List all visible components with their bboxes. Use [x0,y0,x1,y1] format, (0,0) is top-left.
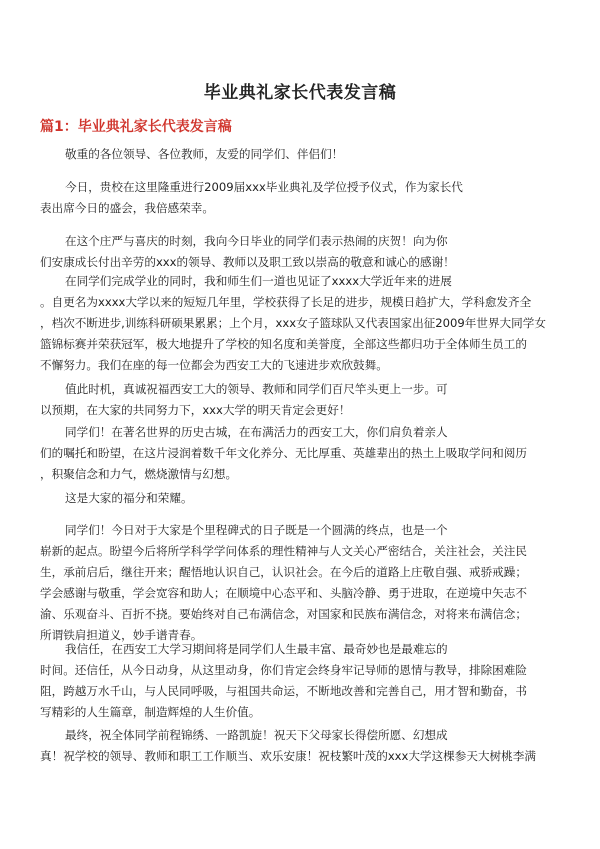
paragraph-line: 敬重的各位领导、各位教师，友爱的同学们、伴侣们！ [65,147,344,161]
paragraph-honor [40,488,565,509]
paragraph-line: 这是大家的福分和荣耀。 [65,491,193,505]
paragraph-congratulations [40,231,565,273]
paragraph-students [40,422,565,485]
paragraph-line: 最终，祝全体同学前程锦绣、一路凯旋！祝天下父母家长得偿所愿、幻想成 [65,728,448,742]
paragraph-line: 们安康成长付出辛劳的xxx的领导、教师以及职工致以崇高的敬意和诚心的感谢！ [40,255,455,269]
paragraph-line: ，积聚信念和力气，燃烧激情与幻想。 [40,467,238,481]
paragraph-line: 值此时机，真诚祝福西安工大的领导、教师和同学们百尺竿头更上一步。可 [65,382,448,396]
paragraph-line: 今日，贵校在这里隆重进行2009届xxx毕业典礼及学位授予仪式，作为家长代 [65,180,463,194]
paragraph-line: 渝、乐观奋斗、百折不挠。要始终对自己布满信念，对国家和民族布满信念，对将来布满信念； [40,607,527,621]
paragraph-line: 们的嘱托和盼望，在这片浸润着数千年文化养分、无比厚重、英雄辈出的热土上吸取学问和阅历 [40,446,527,460]
document-title: 毕业典礼家长代表发言稿 [203,83,397,103]
paragraph-line: 阻，跨越万水千山，与人民同呼吸，与祖国共命运，不断地改善和完善自己，用才智和勤奋，书 [40,684,527,698]
paragraph-line: 在这个庄严与喜庆的时刻，我向今日毕业的同学们表示热闹的庆贺！向为你 [65,234,448,248]
paragraph-line: 崭新的起点。盼望今后将所学科学学问体系的理性精神与人文关心严密结合，关注社会，关注民 [40,544,527,558]
paragraph-line: 所谓铁肩担道义，妙手谱青春。 [40,628,203,642]
paragraph-milestone [40,520,565,646]
paragraph-university-progress [40,271,565,376]
paragraph-closing [40,725,565,767]
paragraph-line: 同学们！今日对于大家是个里程碑式的日子既是一个圆满的终点，也是一个 [65,523,448,537]
paragraph-line: 在同学们完成学业的同时，我和师生们一道也见证了xxxx大学近年来的进展 [65,274,452,288]
paragraph-line: 生，承前启后，继往开来；醒悟地认识自己，认识社会。在今后的道路上庄敬自强、戒骄戒躁； [40,565,527,579]
paragraph-opening [40,177,565,219]
paragraph-line: 写精彩的人生篇章，制造辉煌的人生价值。 [40,705,261,719]
paragraph-belief [40,639,565,723]
paragraph-line: 以预期，在大家的共同努力下，xxx大学的明天肯定会更好！ [40,403,351,417]
paragraph-line: 我信任，在西安工大学习期间将是同学们人生最丰富、最奇妙也是最难忘的 [65,642,448,656]
paragraph-line: 表出席今日的盛会，我倍感荣幸。 [40,201,214,215]
paragraph-greeting [40,144,565,165]
paragraph-line: 时间。还信任，从今日动身，从这里动身，你们肯定会终身牢记导师的恩情与教导，排除困难险 [40,663,527,677]
section-heading: 篇1：毕业典礼家长代表发言稿 [40,119,232,135]
paragraph-line: 不懈努力。我们在座的每一位都会为西安工大的飞速进步欢欣鼓舞。 [40,358,388,372]
paragraph-line: 同学们！在著名世界的历史古城，在布满活力的西安工大，你们肩负着亲人 [65,425,448,439]
paragraph-line: ，档次不断进步,训练科研硕果累累；上个月，xxx女子篮球队又代表国家出征2009年世界大同学女 [40,316,546,330]
paragraph-line: 。自更名为xxxx大学以来的短短几年里，学校获得了长足的进步，规模日趋扩大，学科愈发齐全 [40,295,532,309]
paragraph-line: 篮锦标赛并荣获冠军，极大地提升了学校的知名度和美誉度，全部这些都归功于全体师生员工的 [40,337,527,351]
paragraph-line: 真！祝学校的领导、教师和职工工作顺当、欢乐安康！祝枝繁叶茂的xxx大学这棵参天大树桃李满 [40,749,536,763]
paragraph-line: 学会感谢与敬重，学会宽容和助人；在顺境中心态平和、头脑冷静、勇于进取，在逆境中矢志不 [40,586,527,600]
paragraph-blessing [40,379,565,421]
